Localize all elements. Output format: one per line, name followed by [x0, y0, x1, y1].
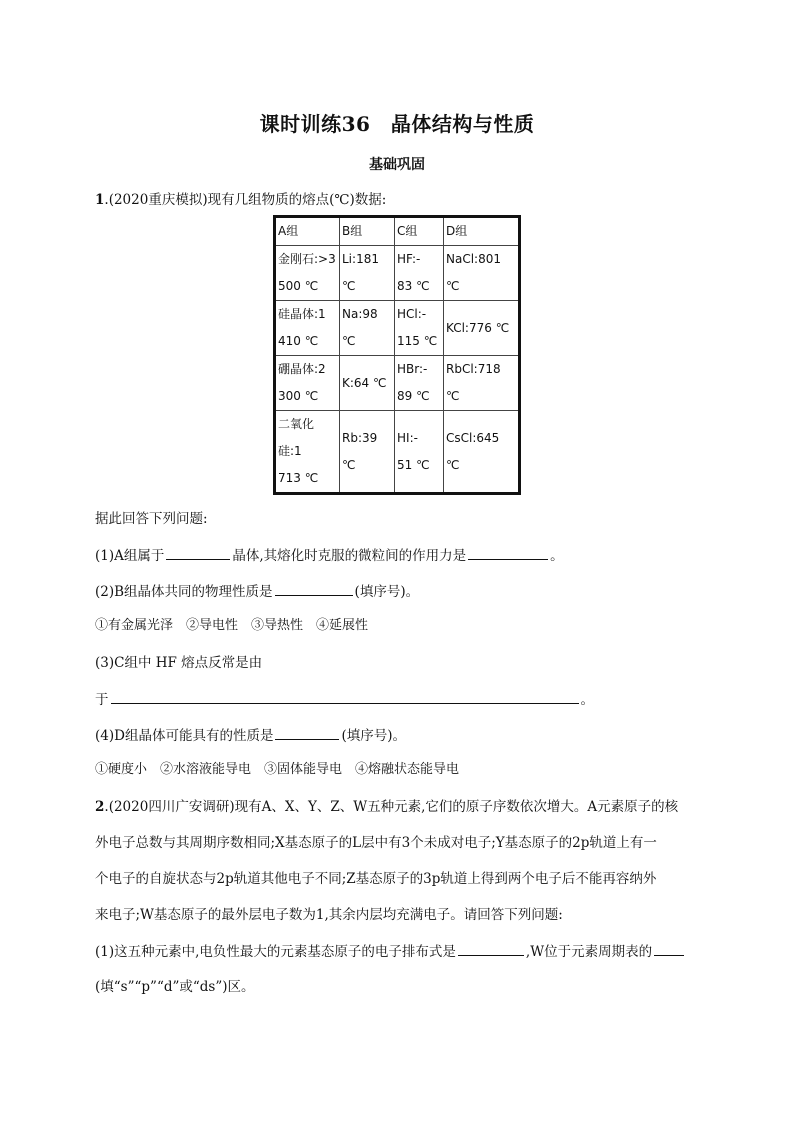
- answer-blank[interactable]: [654, 941, 684, 956]
- table-cell: NaCl:801 ℃: [444, 246, 520, 301]
- table-row: [275, 356, 520, 411]
- q1-part4: (4)D组晶体可能具有的性质是 (填序号)。: [95, 725, 406, 746]
- q2-number: 2: [95, 799, 105, 815]
- q1-part3: (3)C组中 HF 熔点反常是由: [95, 655, 263, 671]
- table-cell: 金刚石:>3 500 ℃: [275, 246, 340, 301]
- q2-part1: (1)这五种元素中,电负性最大的元素基态原子的电子排布式是 ,W位于元素周期表的: [95, 941, 686, 962]
- table-header-cell: A组: [275, 217, 340, 246]
- q2-line-3: 个电子的自旋状态与2p轨道其他电子不同;Z基态原子的3p轨道上得到两个电子后不能再容纳外: [95, 871, 657, 887]
- q2-line-1: 2.(2020四川广安调研)现有A、X、Y、Z、W五种元素,它们的原子序数依次增大。A元素原子的核: [95, 799, 679, 815]
- table-header-cell: B组: [340, 217, 395, 246]
- table-cell: Rb:39 ℃: [340, 411, 395, 494]
- section-title: 基础巩固: [369, 157, 425, 173]
- q1-stem: [95, 190, 386, 210]
- table-cell: HI:- 51 ℃: [395, 411, 444, 494]
- q2-line-2: 外电子总数与其周期序数相同;X基态原子的L层中有3个未成对电子;Y基态原子的2p轨道上有一: [95, 835, 657, 851]
- answer-blank[interactable]: [275, 581, 353, 596]
- table-cell: RbCl:718 ℃: [444, 356, 520, 411]
- q2-line-4: 来电子;W基态原子的最外层电子数为1,其余内层均充满电子。请回答下列问题:: [95, 907, 563, 923]
- q1-part4-options: ①硬度小 ②水溶液能导电 ③固体能导电 ④熔融状态能导电: [95, 762, 460, 777]
- q1-part1: (1)A组属于 晶体,其熔化时克服的微粒间的作用力是 。: [95, 545, 564, 566]
- q1-part2-options: ①有金属光泽 ②导电性 ③导热性 ④延展性: [95, 618, 369, 633]
- q1-part2: (2)B组晶体共同的物理性质是 (填序号)。: [95, 581, 419, 602]
- table-header-cell: D组: [444, 217, 520, 246]
- q2-part1-cont: (填“s”“p”“d”或“ds”)区。: [95, 979, 255, 995]
- table-header-cell: C组: [395, 217, 444, 246]
- q1-stem-text: .(2020重庆模拟)现有几组物质的熔点(℃)数据:: [104, 192, 387, 208]
- table-cell: HBr:- 89 ℃: [395, 356, 444, 411]
- q1-lead: 据此回答下列问题:: [95, 511, 208, 527]
- table-header-row: [275, 217, 520, 246]
- melting-point-table: [273, 215, 521, 495]
- table-cell: 硅晶体:1 410 ℃: [275, 301, 340, 356]
- table-cell: HF:- 83 ℃: [395, 246, 444, 301]
- table-row: [275, 411, 520, 494]
- q1-number: 1: [95, 192, 105, 208]
- page-title: 课时训练36 晶体结构与性质: [259, 112, 535, 136]
- table-cell: KCl:776 ℃: [444, 301, 520, 356]
- table-cell: Li:181 ℃: [340, 246, 395, 301]
- table-cell: CsCl:645 ℃: [444, 411, 520, 494]
- answer-blank[interactable]: [111, 689, 579, 704]
- table-cell: HCl:- 115 ℃: [395, 301, 444, 356]
- q1-part3-cont: 于 。: [95, 689, 594, 710]
- table-cell: 二氧化 硅:1 713 ℃: [275, 411, 340, 494]
- answer-blank[interactable]: [468, 545, 548, 560]
- table-row: [275, 246, 520, 301]
- answer-blank[interactable]: [166, 545, 230, 560]
- table-cell: K:64 ℃: [340, 356, 395, 411]
- answer-blank[interactable]: [458, 941, 524, 956]
- table-cell: 硼晶体:2 300 ℃: [275, 356, 340, 411]
- table-row: [275, 301, 520, 356]
- answer-blank[interactable]: [275, 725, 339, 740]
- table-cell: Na:98 ℃: [340, 301, 395, 356]
